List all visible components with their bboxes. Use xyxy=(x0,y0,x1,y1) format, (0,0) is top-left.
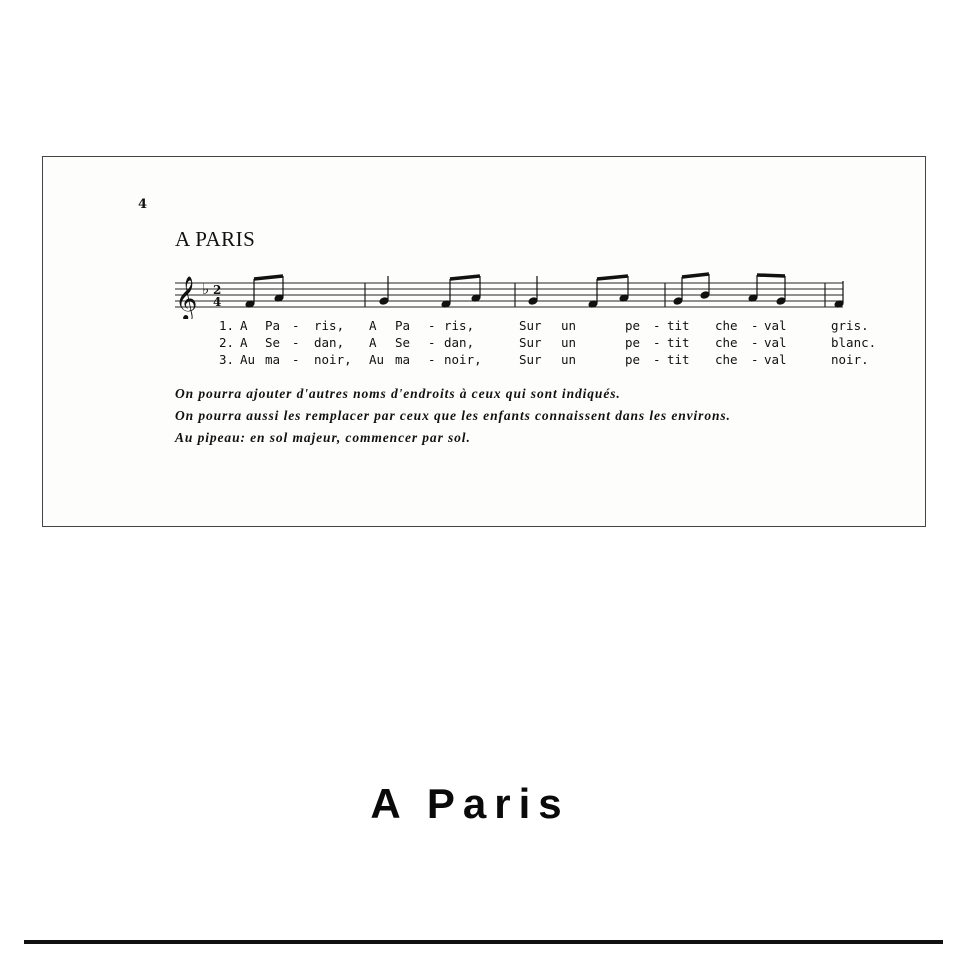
lyric-syllable: che xyxy=(715,318,738,333)
music-staff xyxy=(175,271,845,319)
syllable-hyphen: - xyxy=(751,352,759,367)
lyric-syllable: A xyxy=(369,318,377,333)
staff-lines xyxy=(175,283,843,307)
performance-notes xyxy=(150,383,850,449)
lyric-syllable: che xyxy=(715,335,738,350)
lyric-syllable: noir, xyxy=(314,352,352,367)
note-group-2 xyxy=(379,276,481,308)
note-paragraph: On pourra ajouter d'autres noms d'endroits à ceux qui sont indiqués. xyxy=(175,386,621,401)
bottom-divider xyxy=(24,940,943,944)
lyric-syllable: dan, xyxy=(314,335,345,350)
lyric-syllable: che xyxy=(715,352,738,367)
lyric-line xyxy=(219,352,889,369)
syllable-hyphen: - xyxy=(653,352,661,367)
lyric-syllable: ris, xyxy=(444,318,475,333)
lyric-syllable: pe xyxy=(625,335,641,350)
verse-number: 1. xyxy=(219,318,235,333)
note-group-1 xyxy=(245,276,284,308)
lyric-syllable: ma xyxy=(265,352,281,367)
lyric-syllable: val xyxy=(764,318,787,333)
lyric-syllable: Pa xyxy=(395,318,411,333)
verse-number: 3. xyxy=(219,352,235,367)
lyric-syllable: gris. xyxy=(831,318,869,333)
lyric-syllable: un xyxy=(561,352,577,367)
syllable-hyphen: - xyxy=(653,318,661,333)
lyric-syllable: A xyxy=(240,318,248,333)
lyric-line xyxy=(219,318,889,335)
lyric-syllable: un xyxy=(561,318,577,333)
lyric-line xyxy=(219,335,889,352)
syllable-hyphen: - xyxy=(428,318,436,333)
song-title: A PARIS xyxy=(175,227,256,251)
lyric-syllable: Sur xyxy=(519,318,542,333)
lyric-syllable: ris, xyxy=(314,318,345,333)
lyrics-block xyxy=(219,318,889,369)
lyric-syllable: val xyxy=(764,335,787,350)
caption-title: A Paris xyxy=(370,780,570,827)
treble-clef-icon: 𝄞 xyxy=(175,276,198,319)
lyric-syllable: noir. xyxy=(831,352,869,367)
lyric-syllable: un xyxy=(561,335,577,350)
lyric-syllable: Sur xyxy=(519,335,542,350)
flat-icon: ♭ xyxy=(202,280,210,298)
lyric-syllable: tit xyxy=(667,335,690,350)
lyric-syllable: Au xyxy=(240,352,256,367)
syllable-hyphen: - xyxy=(428,335,436,350)
lyric-syllable: pe xyxy=(625,318,641,333)
lyric-syllable: Se xyxy=(395,335,411,350)
syllable-hyphen: - xyxy=(751,335,759,350)
lyric-syllable: tit xyxy=(667,318,690,333)
time-signature-bottom: 4 xyxy=(213,295,222,309)
syllable-hyphen: - xyxy=(292,335,300,350)
verse-number: 2. xyxy=(219,335,235,350)
lyric-syllable: ma xyxy=(395,352,411,367)
syllable-hyphen: - xyxy=(428,352,436,367)
lyric-syllable: dan, xyxy=(444,335,475,350)
lyric-syllable: A xyxy=(240,335,248,350)
note-paragraph: On pourra aussi les remplacer par ceux que les enfants connaissent dans les environs. xyxy=(175,408,731,423)
syllable-hyphen: - xyxy=(292,352,300,367)
lyric-syllable: Sur xyxy=(519,352,542,367)
time-signature-top: 2 xyxy=(213,283,222,297)
lyric-syllable: noir, xyxy=(444,352,482,367)
lyric-syllable: pe xyxy=(625,352,641,367)
syllable-hyphen: - xyxy=(653,335,661,350)
page-number: 4 xyxy=(138,197,148,212)
music-sheet-image xyxy=(42,156,926,527)
lyric-syllable: Au xyxy=(369,352,385,367)
lyric-syllable: blanc. xyxy=(831,335,877,350)
lyric-syllable: Pa xyxy=(265,318,281,333)
lyric-syllable: A xyxy=(369,335,377,350)
lyric-syllable: val xyxy=(764,352,787,367)
syllable-hyphen: - xyxy=(751,318,759,333)
lyric-syllable: tit xyxy=(667,352,690,367)
note-paragraph: Au pipeau: en sol majeur, commencer par sol. xyxy=(175,430,471,445)
lyric-syllable: Se xyxy=(265,335,281,350)
syllable-hyphen: - xyxy=(292,318,300,333)
note-group-3 xyxy=(528,276,629,308)
